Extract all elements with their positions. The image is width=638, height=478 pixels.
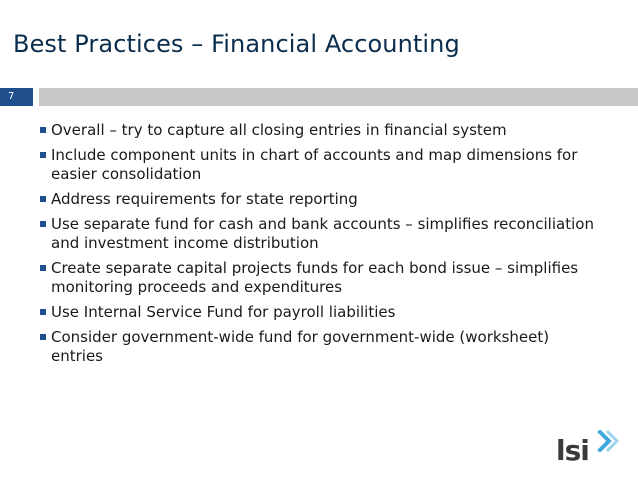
bullet-item (40, 121, 600, 140)
slide-number: 7 (0, 88, 33, 106)
bullet-item (40, 259, 600, 297)
bullet-item (40, 146, 600, 184)
bullet-item (40, 190, 600, 209)
bullet-text: Use separate fund for cash and bank accounts – simplifies reconciliation and investment income distribution (51, 215, 594, 252)
slide-title: Best Practices – Financial Accounting (13, 30, 460, 58)
chevron-right-icon (596, 430, 620, 452)
bullet-item (40, 328, 600, 366)
bullet-item (40, 303, 600, 322)
square-bullet-icon (40, 265, 46, 271)
bullet-list (40, 121, 600, 372)
square-bullet-icon (40, 221, 46, 227)
square-bullet-icon (40, 152, 46, 158)
logo-text: lsi (556, 434, 589, 467)
bullet-text: Consider government-wide fund for government-wide (worksheet) entries (51, 328, 550, 365)
bullet-text: Overall – try to capture all closing entries in financial system (51, 121, 507, 139)
bullet-text: Use Internal Service Fund for payroll liabilities (51, 303, 396, 321)
bullet-text: Create separate capital projects funds for each bond issue – simplifies monitoring proceeds and expenditures (51, 259, 579, 296)
square-bullet-icon (40, 334, 46, 340)
square-bullet-icon (40, 127, 46, 133)
title-divider-bar (39, 88, 638, 106)
lsi-logo (556, 430, 622, 470)
bullet-text: Address requirements for state reporting (51, 190, 358, 208)
bullet-item (40, 215, 600, 253)
bullet-text: Include component units in chart of accounts and map dimensions for easier consolidation (51, 146, 578, 183)
square-bullet-icon (40, 196, 46, 202)
square-bullet-icon (40, 309, 46, 315)
